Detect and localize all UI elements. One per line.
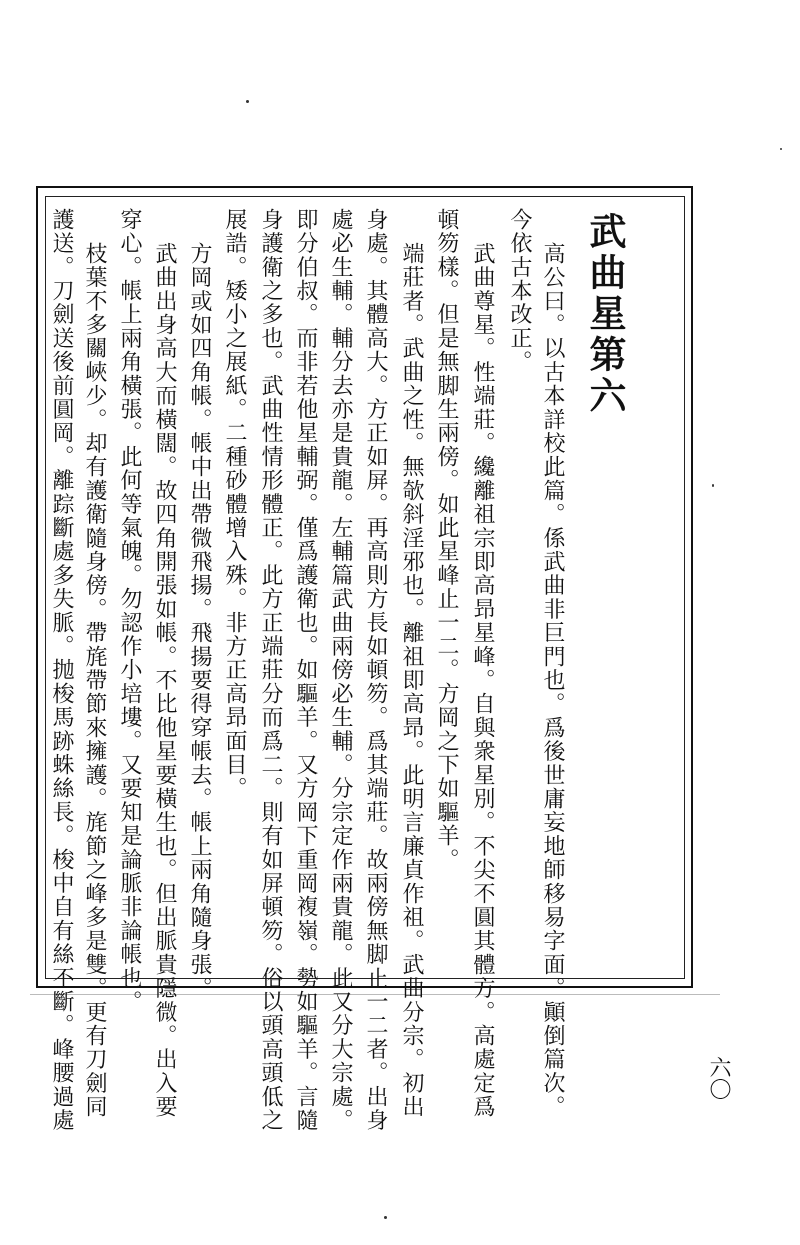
scan-speck bbox=[246, 100, 249, 103]
text-column-11: 方岡或如四角帳。帳中出帶微飛揚。飛揚要得穿帳去。帳上兩角隨身張。 bbox=[187, 242, 212, 1001]
vertical-text-body bbox=[49, 208, 634, 1133]
text-column-1: 高公曰。以古本詳校此篇。係武曲非巨門也。爲後世庸妄地師移易字面。顚倒篇次。 bbox=[540, 242, 565, 1119]
text-column-15: 護送。刀劍送後前圓岡。離踪斷處多失脈。抛梭馬跡蛛絲長。梭中自有絲不斷。峰腰過處 bbox=[49, 208, 74, 1133]
scan-speck bbox=[384, 1216, 387, 1219]
text-column-13: 穿心。帳上兩角橫張。此何等氣魄。勿認作小培塿。又要知是論脈非論帳也。 bbox=[117, 208, 142, 1014]
text-column-10: 展誥。矮小之展紙。二種砂體增入殊。非方正高昻面目。 bbox=[222, 208, 247, 801]
scan-speck bbox=[780, 148, 782, 150]
text-column-12: 武曲出身高大而橫闊。故四角開張如帳。不比他星要橫生也。但出脈貴隱微。出入要 bbox=[152, 242, 177, 1119]
scan-speck bbox=[712, 484, 714, 487]
text-column-8: 即分伯叔。而非若他星輔弼。僅爲護衛也。如驅羊。又方岡下重岡複嶺。勢如驅羊。言隨 bbox=[293, 208, 318, 1133]
text-column-4: 頓笏樣。但是無脚生兩傍。如此星峰止一二。方岡之下如驅羊。 bbox=[434, 208, 459, 872]
chapter-title: 武曲星第六 bbox=[583, 212, 627, 417]
text-column-6: 身處。其體高大。方正如屏。再高則方長如頓笏。爲其端莊。故兩傍無脚止一二者。出身 bbox=[363, 208, 388, 1133]
text-column-9: 身護衛之多也。武曲性情形體正。此方正端莊分而爲二。則有如屏頓笏。俗以頭高頭低之 bbox=[258, 208, 283, 1133]
text-column-5: 端莊者。武曲之性。無欹斜淫邪也。離祖即高昻。此明言廉貞作祖。武曲分宗。初出 bbox=[399, 242, 424, 1119]
text-column-2: 今依古本改正。 bbox=[507, 208, 532, 374]
page-number: 六〇 bbox=[706, 1056, 731, 1100]
text-column-14: 枝葉不多關峽少。却有護衛隨身傍。帶旄帶節來擁護。旄節之峰多是雙。更有刀劍同 bbox=[82, 242, 107, 1119]
text-column-3: 武曲尊星。性端莊。纔離祖宗即高昻星峰。自與衆星別。不尖不圓其體方。高處定爲 bbox=[470, 242, 495, 1119]
text-column-7: 處必生輔。輔分去亦是貴龍。左輔篇武曲兩傍必生輔。分宗定作兩貴龍。此又分大宗處。 bbox=[328, 208, 353, 1133]
